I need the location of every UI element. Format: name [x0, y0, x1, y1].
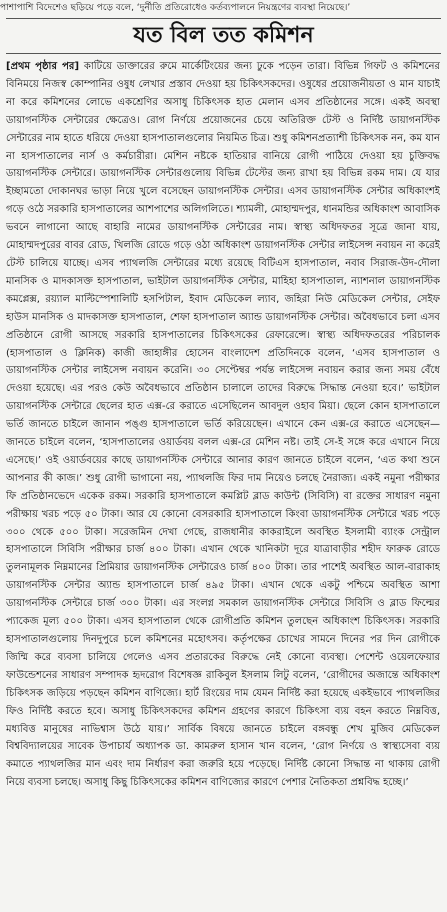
article-body [6, 58, 440, 906]
article-text: কাটিয়ে ডাক্তারের রুমে মার্কেটিংয়ের জন্য ঢুকে পড়েন তারা। বিভিন্ন গিফট ও কমিশনের বিনিময়ে নিজস্ব কোম্পানির ওষুধ লেখার প্রস্তাব দেওয়া হয় চিকিৎসকদের। ওষুধের প্রয়োজনীয়তা ও মান যাচাই না করে কমিশনের লোভে একশ্রেণির অসাধু চিকিৎসক হাত মেলান এসব প্রতিষ্ঠানের সঙ্গে। একই অবস্থা ডায়াগনস্টিক সেন্টারের ক্ষেত্রেও। রোগ নির্ণয়ে প্রয়োজনের চেয়ে অতিরিক্ত টেস্ট ও নির্দিষ্ট ডায়াগনস্টিক সেন্টারের নাম হাতে ধরিয়ে দেওয়া হাসপাতালগুলোর নিয়মিত চিত্র। শুধু কমিশনপ্রত্যাশী চিকিৎসক নন, কম যান না হাসপাতালের নার্স ও কর্মচারীরা। মেশিন নষ্টকে হাতিয়ার বানিয়ে রোগী পাঠিয়ে দেওয়া হয় চুক্তিবদ্ধ ডায়াগনস্টিক সেন্টারে। ডায়াগনস্টিক সেন্টারগুলোয় বিভিন্ন টেস্টের জন্য রাখা হয় বিভিন্ন রকম দাম। যে যার ইচ্ছামতো দোকানঘর ভাড়া নিয়ে খুলে বসেছেন ডায়াগনস্টিক সেন্টার। এসব ডায়াগনস্টিক সেন্টার অধিকাংশই গড়ে ওঠে সরকারি হাসপাতালের আশপাশের অলিগলিতে। শ্যামলী, মোহাম্মদপুর, ধানমন্ডির অধিকাংশ আবাসিক ভবনে লাগানো আছে বাহারি নামের ডায়াগনস্টিক সেন্টারের নাম। স্বাস্থ্য অধিদফতর সূত্রে জানা যায়, মোহাম্মদপুরের বাবর রোড, খিলজি রোডে গড়ে ওঠা অধিকাংশ ডায়াগনস্টিক সেন্টার লাইসেন্স নবায়ন না করেই টেস্ট চালিয়ে যাচ্ছে। এসব প্যাথলজি সেন্টারের মধ্যে রয়েছে বিটিএস হাসপাতাল, নবাব সিরাজ-উদ-দৌলা মানসিক ও মাদকাসক্ত হাসপাতাল, ভাইটাল ডায়াগনস্টিক সেন্টার, মাহিহা হাসপাতাল, ন্যাশনাল ডায়াগনস্টিক কমপ্লেক্স, রয়্যাল মাল্টিস্পেশালিটি হসপিটাল, ইবাদ মেডিকেল ল্যাব, জহিরা নিউ মেডিকেল সেন্টার, সেইফ হাউস মানসিক ও মাদকাসক্ত হাসপাতাল, শেফা হাসপাতাল অ্যান্ড ডায়াগনস্টিক সেন্টার। অবৈধভাবে চলা এসব প্রতিষ্ঠানে রোগী আসছে সরকারি হাসপাতালের চিকিৎসকের রেফারেন্সে। স্বাস্থ্য অধিদফতরের পরিচালক (হাসপাতাল ও ক্লিনিক) কাজী জাহাঙ্গীর হোসেন বাংলাদেশ প্রতিদিনকে বলেন, ‘এসব হাসপাতাল ও ডায়াগনস্টিক সেন্টার লাইসেন্স নবায়ন করেনি। ৩০ সেপ্টেম্বর পর্যন্ত লাইসেন্স নবায়ন করার জন্য সময় বেঁধে দেওয়া হয়েছে। এর পরও কেউ অবৈধভাবে প্রতিষ্ঠান চালালে তাদের বিরুদ্ধে সিদ্ধান্ত নেওয়া হবে।’ ভাইটাল ডায়াগনস্টিক সেন্টারে ছেলের হাত এক্স-রে করাতে এসেছিলেন আবদুল ওহাব মিয়া। ছেলে কোন হাসপাতালে ভর্তি জানতে চাইলে জানান পঙ্গু হাসপাতালে ভর্তি করিয়েছেন। এখানে কেন এক্স-রে করাতে এসেছেন— জানতে চাইলে বলেন, ‘হাসপাতালের ওয়ার্ডবয় বলল এক্স-রে মেশিন নষ্ট। তাই সে-ই সঙ্গে করে এখানে নিয়ে এসেছে।’ ওই ওয়ার্ডবয়ের কাছে ডায়াগনস্টিক সেন্টারে আনার কারণ জানতে চাইলে বলেন, ‘এত কথা শুনে আপনার কী কাজ।’ শুধু রোগী ভাগানো নয়, প্যাথলজি ফির দাম নিয়েও চলছে নৈরাজ্য। একই নমুনা পরীক্ষার ফি প্রতিষ্ঠানভেদে একেক রকম। সরকারি হাসপাতালে কমপ্লিট ব্লাড কাউন্ট (সিবিসি) বা রক্তের সাধারণ নমুনা পরীক্ষায় খরচ পড়ে ৫০ টাকা। আর যে কোনো বেসরকারি হাসপাতালে কিংবা ডায়াগনস্টিক সেন্টারে খরচ পড়ে ৩০০ থেকে ৫০০ টাকা। সরেজমিন দেখা গেছে, রাজধানীর কাকরাইলে অবস্থিত ইসলামী ব্যাংক সেন্ট্রাল হাসপাতালে সিবিসি পরীক্ষার চার্জ ৪০০ টাকা। এখান থেকে খানিকটা দূরে যাত্রাবাড়ীর শহীদ ফারুক রোডে তুলনামূলক নিম্নমানের প্রিমিয়ার ডায়াগনস্টিক সেন্টারেও চার্জ ৪০০ টাকা। তার পাশেই অবস্থিত আল-বারাকাহ ডায়াগনস্টিক সেন্টার অ্যান্ড হাসপাতালে চার্জ ৪৯৫ টাকা। এখান থেকে একটু পশ্চিমে অবস্থিত আশা ডায়াগনস্টিক সেন্টারে চার্জ ৩০০ টাকা। এর সংলগ্ন সমকাল ডায়াগনস্টিক সেন্টারে সিবিসি ও ব্লাড ফিল্মের প্যাকেজ মূল্য ৫০০ টাকা। এসব হাসপাতাল থেকে রোগীপ্রতি কমিশন তুলছেন অধিকাংশ চিকিৎসক। সরকারি হাসপাতালগুলোয় দিনদুপুরে চলে কমিশনের মহোৎসব। কর্তৃপক্ষের চোখের সামনে দিনের পর দিন রোগীকে জিম্মি করে ব্যবসা চালিয়ে গেলেও এসব প্রতারকের বিরুদ্ধে নেই কোনো ব্যবস্থা। পেশেন্ট ওয়েলফেয়ার ফাউন্ডেশনের সাধারণ সম্পাদক হৃদরোগ বিশেষজ্ঞ রাকিবুল ইসলাম লিটু বলেন, ‘রোগীদের অজান্তে অধিকাংশ চিকিৎসক জড়িয়ে পড়ছেন কমিশন বাণিজ্যে। হার্ট রিংয়ের দাম যেমন নির্দিষ্ট করা হয়েছে একইভাবে প্যাথলজির ফিও নির্দিষ্ট করতে হবে। অসাধু চিকিৎসকদের কমিশন গ্রহণের কারণে চিকিৎসা ব্যয় বহন করতে নিম্নবিত্ত, মধ্যবিত্ত মানুষের নাভিশ্বাস উঠে যায়।’ সার্বিক বিষয়ে জানতে চাইলে বঙ্গবন্ধু শেখ মুজিব মেডিকেল বিশ্ববিদ্যালয়ের সাবেক উপাচার্য অধ্যাপক ডা. কামরুল হাসান খান বলেন, ‘রোগ নির্ণয়ে ও স্বাস্থ্যসেবা ব্যয় কমাতে প্যাথলজির মান এবং দাম নির্ধারণ করা জরুরি হয়ে পড়েছে। নির্দিষ্ট কোনো সিদ্ধান্ত না থাকায় রোগী নিয়ে ব্যবসা চলছে। অসাধু কিছু চিকিৎসকের কমিশন বাণিজ্যের কারণে পেশার নৈতিকতা প্রশ্নবিদ্ধ হচ্ছে।’ [6, 61, 440, 789]
continued-from-marker: [প্রথম পৃষ্ঠার পর] [6, 61, 80, 72]
headline: যত বিল তত কমিশন [6, 18, 441, 54]
previous-article-tail: পাশাপাশি বিদেশেও ছড়িয়ে পড়ে বলে, ‘দুর্নীতি প্রতিরোধেও কর্তব্যপালনে নিয়ন্ত্রণের ব্যবস্থা নিয়েছে।’ [0, 3, 351, 13]
